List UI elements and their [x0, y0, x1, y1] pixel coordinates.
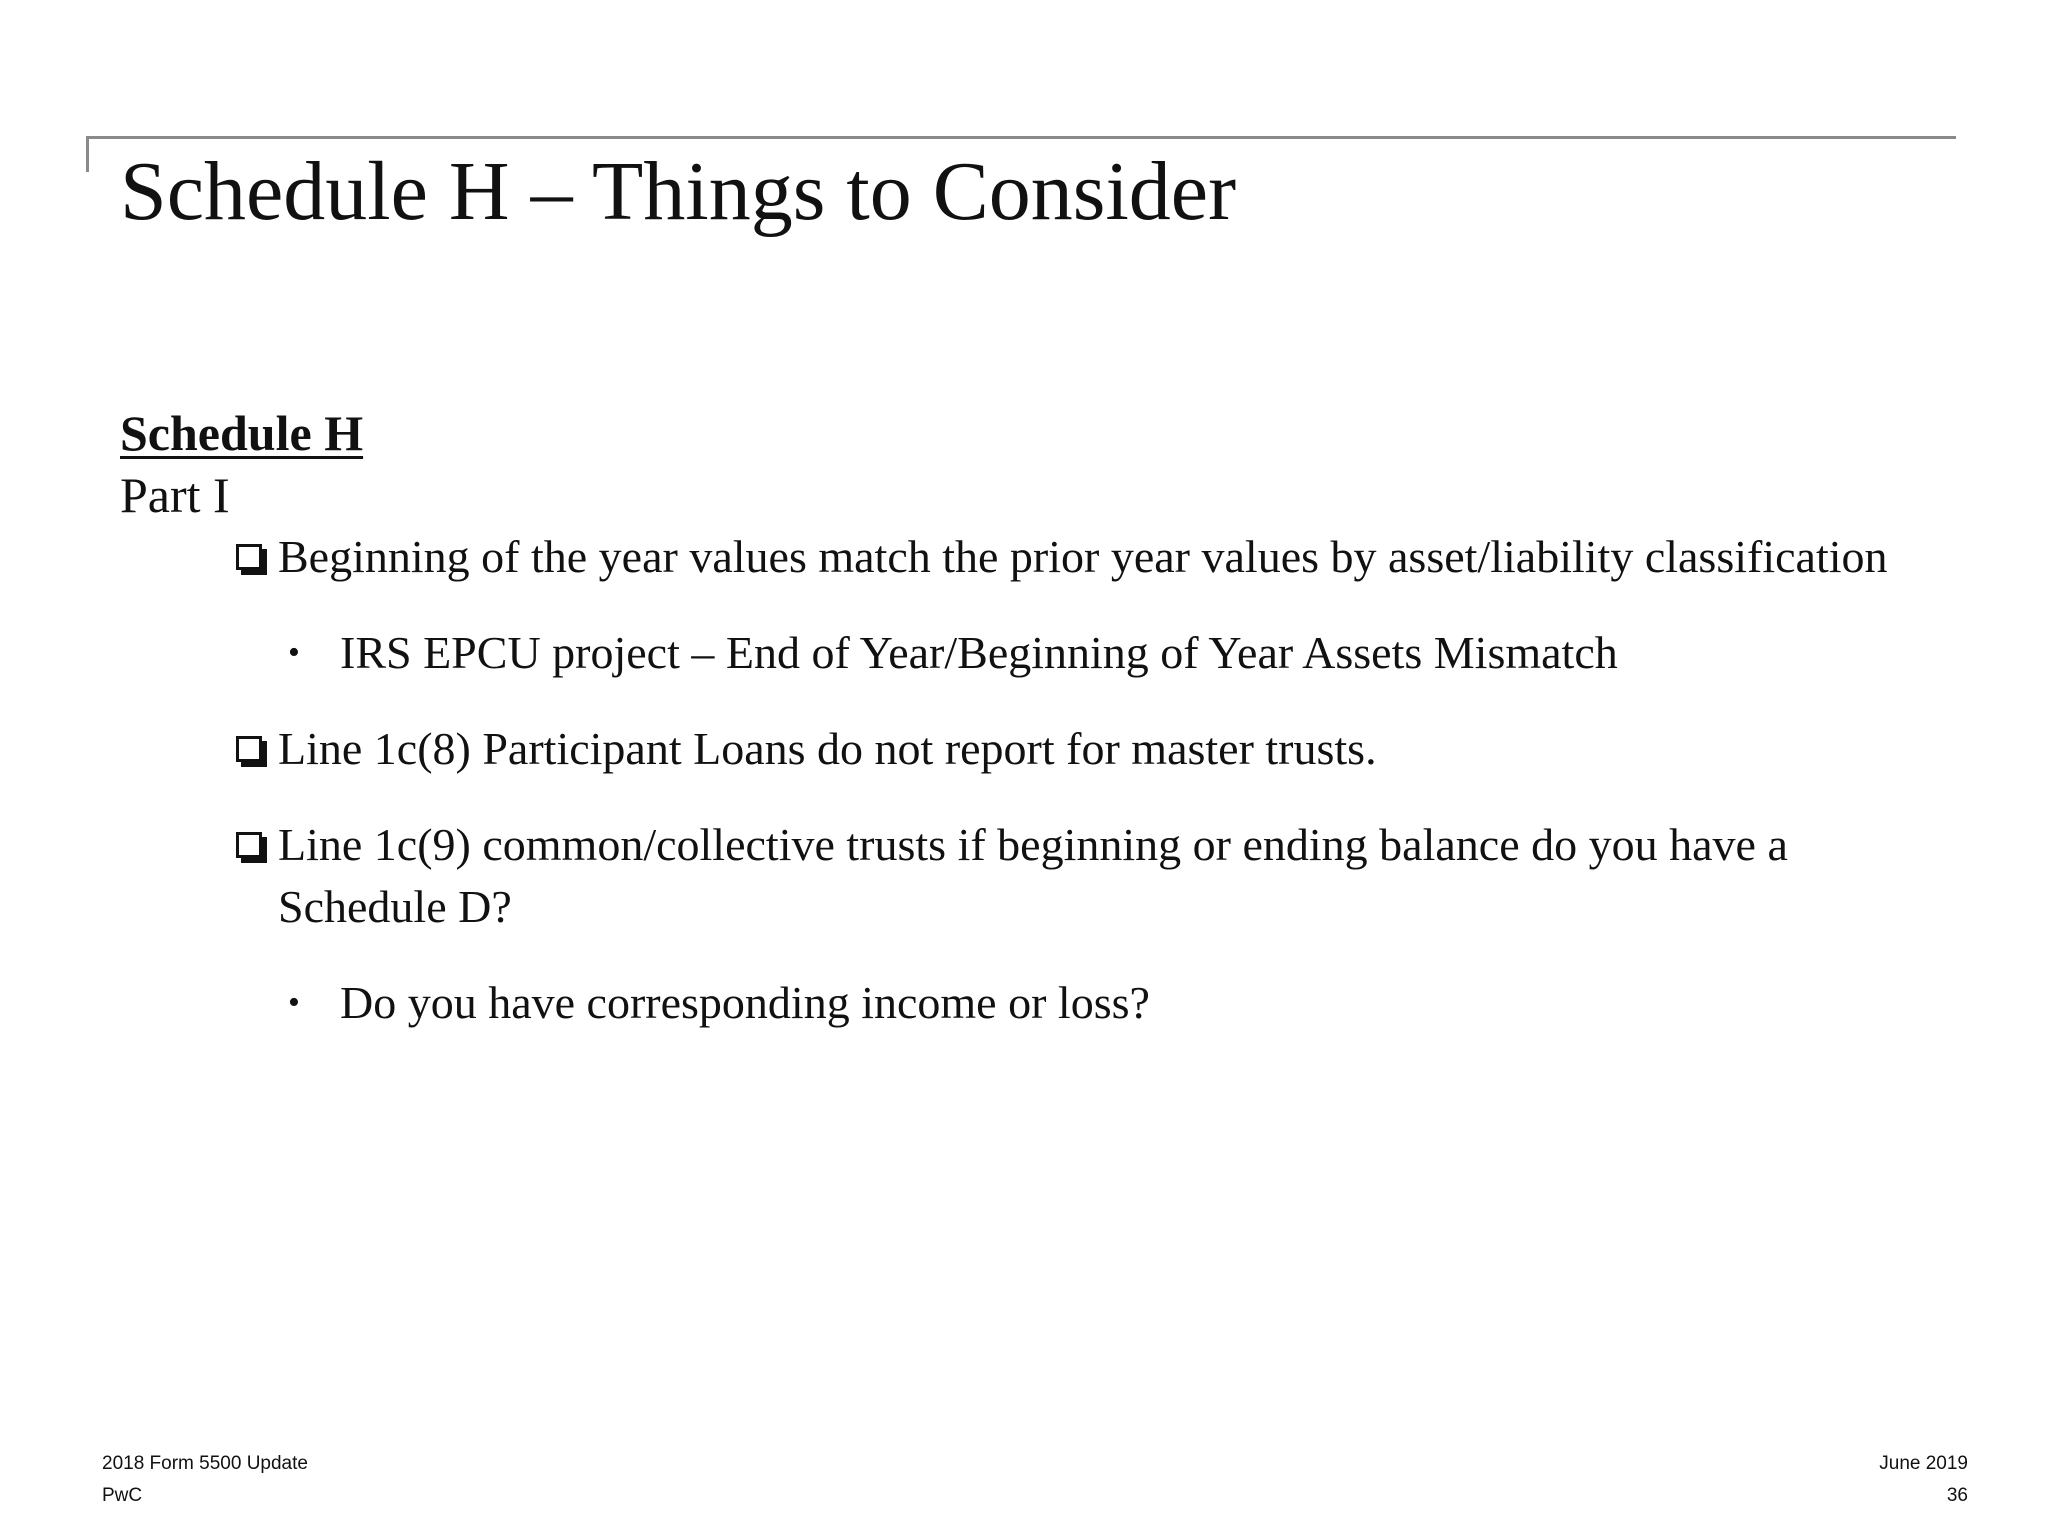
checklist-item-3: [236, 814, 1920, 938]
title-rule: [86, 136, 1956, 139]
bullet-item-text: Do you have corresponding income or loss?: [340, 977, 1150, 1028]
bullet-item-text: IRS EPCU project – End of Year/Beginning of Year Assets Mismatch: [340, 627, 1618, 678]
checklist-item-text: Line 1c(8) Participant Loans do not report for master trusts.: [278, 723, 1377, 774]
checklist-item-text: Line 1c(9) common/collective trusts if beginning or ending balance do you have a Schedule D?: [278, 819, 1788, 932]
slide-content: [120, 402, 1920, 1034]
bullet-item-1: [288, 622, 1920, 684]
bullet-item-2: [288, 972, 1920, 1034]
bullet-icon: •: [288, 634, 300, 671]
checklist-item-text: Beginning of the year values match the prior year values by asset/liability classification: [278, 531, 1888, 582]
title-rule-tick: [86, 136, 89, 172]
slide-title: Schedule H – Things to Consider: [120, 145, 1237, 238]
checkbox-icon: [236, 544, 262, 570]
footer-left: [102, 1448, 308, 1512]
checkbox-icon: [236, 832, 262, 858]
section-subheading: Part I: [120, 467, 230, 523]
footer-page-number: 36: [1946, 1485, 1968, 1506]
footer-company: PwC: [102, 1485, 143, 1506]
footer-presentation-name: 2018 Form 5500 Update: [102, 1453, 308, 1474]
footer-right: [1879, 1448, 1968, 1512]
checklist-item-2: [236, 718, 1920, 780]
footer-date: June 2019: [1879, 1453, 1968, 1474]
checkbox-icon: [236, 736, 262, 762]
section-heading: Schedule H: [120, 405, 364, 461]
bullet-icon: •: [288, 984, 300, 1021]
checklist-item-1: [236, 526, 1920, 588]
